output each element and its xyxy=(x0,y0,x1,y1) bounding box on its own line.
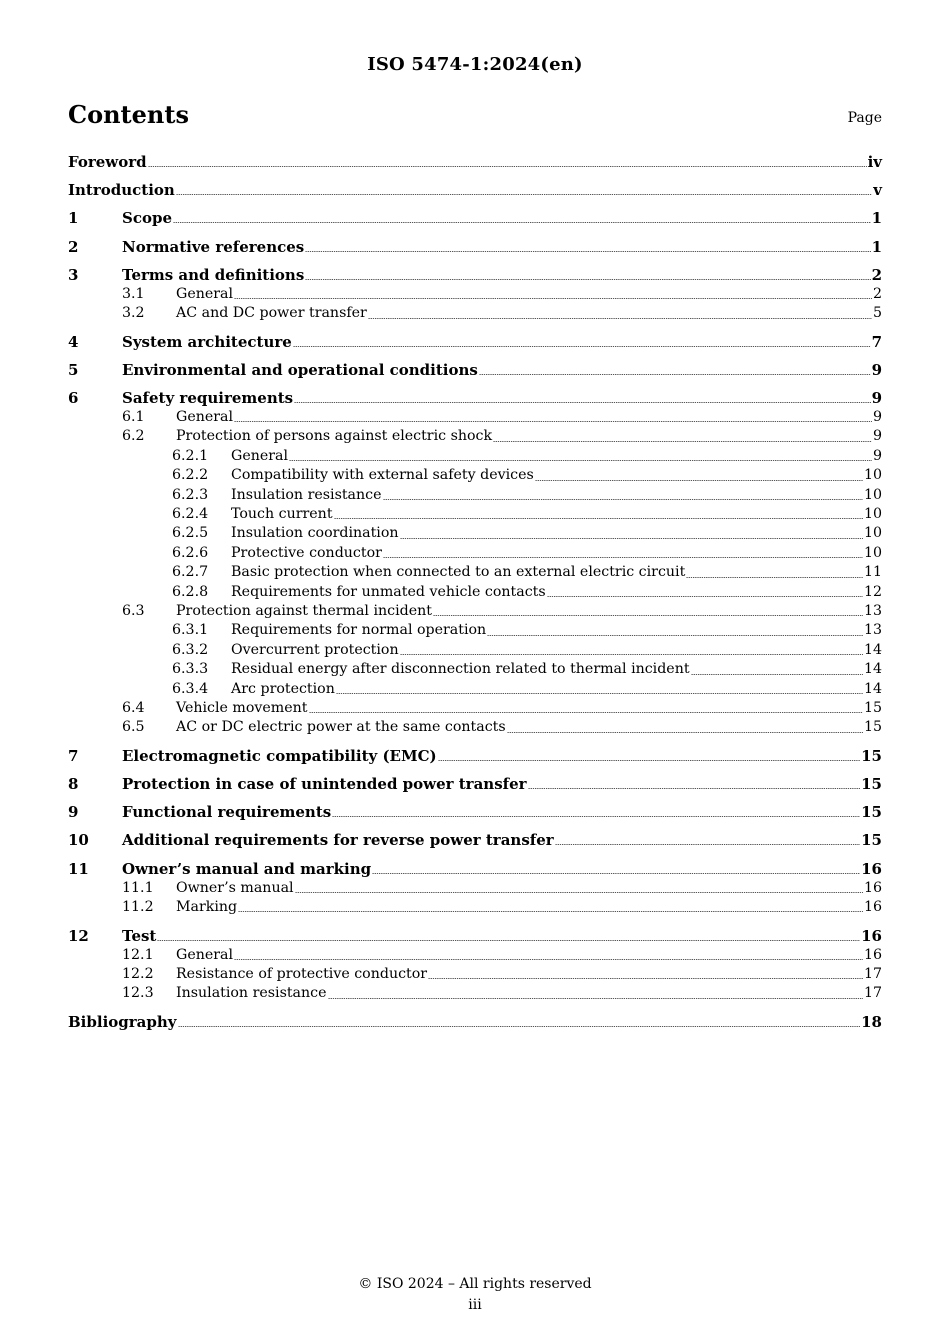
toc-entry-title: Arc protection xyxy=(231,680,335,697)
toc-entry-number: 6.2.1 xyxy=(172,447,209,464)
dot-leader xyxy=(528,787,861,790)
dot-leader xyxy=(289,459,872,462)
toc-entry-page: 5 xyxy=(872,305,882,322)
toc-entry-title: Touch current xyxy=(231,506,333,523)
dot-leader xyxy=(336,692,863,695)
toc-entry-number: 3.2 xyxy=(122,305,145,322)
dot-leader xyxy=(428,977,863,980)
toc-entry[interactable] xyxy=(68,965,882,984)
toc-entry-page: 9 xyxy=(872,447,882,464)
toc-entry-title: Residual energy after disconnection related to thermal incident xyxy=(231,661,690,678)
toc-entry-number: 6.2 xyxy=(122,428,145,445)
toc-entry-title: Normative references xyxy=(122,237,305,256)
page-column-label: Page xyxy=(847,110,882,126)
toc-entry-number: 6.3.4 xyxy=(172,680,209,697)
toc-entry-page: 18 xyxy=(861,1013,882,1031)
toc-entry[interactable] xyxy=(68,524,882,543)
table-of-contents xyxy=(68,153,882,1032)
toc-entry[interactable] xyxy=(68,304,882,323)
toc-entry-number: 5 xyxy=(68,360,79,379)
toc-entry-page: 17 xyxy=(863,966,882,983)
toc-entry-number: 6.2.5 xyxy=(172,525,209,542)
toc-entry-page: 17 xyxy=(863,985,882,1002)
dot-leader xyxy=(305,250,870,253)
toc-entry-number: 7 xyxy=(68,746,79,765)
copyright-notice: © ISO 2024 – All rights reserved xyxy=(358,1276,592,1292)
dot-leader xyxy=(173,221,871,224)
toc-entry-title: Compatibility with external safety devices xyxy=(231,467,534,484)
toc-entry-number: 12.1 xyxy=(122,946,154,963)
dot-leader xyxy=(293,345,871,348)
toc-entry-page: 13 xyxy=(863,603,882,619)
toc-entry-page: 15 xyxy=(861,831,882,850)
dot-leader xyxy=(555,843,860,846)
toc-entry[interactable] xyxy=(68,927,882,946)
toc-entry-title: Functional requirements xyxy=(122,803,332,822)
toc-entry-title: Insulation resistance xyxy=(231,486,382,503)
toc-entry-page: 15 xyxy=(863,699,882,716)
toc-entry[interactable] xyxy=(68,1013,882,1032)
toc-entry-title: Protection in case of unintended power transfer xyxy=(122,775,527,794)
toc-entry-page: 16 xyxy=(863,879,882,896)
toc-entry[interactable] xyxy=(68,641,882,660)
toc-entry-number: 3.1 xyxy=(122,285,145,302)
document-id: ISO 5474-1:2024(en) xyxy=(367,54,583,75)
toc-entry-page: 9 xyxy=(872,428,882,445)
toc-entry-number: 6 xyxy=(68,389,79,408)
dot-leader xyxy=(295,891,863,894)
toc-entry-title: General xyxy=(231,447,289,464)
toc-entry-page: 1 xyxy=(871,237,882,256)
toc-entry-page: v xyxy=(873,181,882,200)
toc-entry[interactable] xyxy=(68,408,882,427)
dot-leader xyxy=(383,556,863,559)
toc-entry-number: 12 xyxy=(68,926,89,945)
toc-entry-page: 10 xyxy=(863,544,882,561)
toc-entry-number: 2 xyxy=(68,237,79,256)
toc-entry-page: 1 xyxy=(871,209,882,228)
dot-leader xyxy=(178,1025,861,1028)
toc-entry-page: iv xyxy=(867,153,882,171)
toc-entry-title: AC and DC power transfer xyxy=(176,305,367,322)
toc-entry-title: Environmental and operational conditions xyxy=(122,360,478,379)
toc-entry-number: 6.3.2 xyxy=(172,641,209,658)
toc-entry-page: 11 xyxy=(863,564,882,581)
toc-entry-page: 14 xyxy=(863,641,882,658)
toc-entry-number: 6.5 xyxy=(122,719,145,736)
toc-entry-page: 12 xyxy=(863,583,882,600)
toc-entry-title: Insulation resistance xyxy=(176,985,327,1002)
toc-entry-number: 6.2.6 xyxy=(172,544,209,561)
toc-entry-page: 2 xyxy=(871,265,882,284)
toc-entry-number: 6.2.2 xyxy=(172,467,209,484)
toc-entry[interactable] xyxy=(68,466,882,485)
toc-entry-page: 16 xyxy=(861,926,882,945)
toc-entry-number: 6.2.7 xyxy=(172,564,209,581)
toc-entry[interactable] xyxy=(68,563,882,582)
toc-entry-page: 9 xyxy=(872,409,882,426)
toc-entry-page: 7 xyxy=(871,332,882,351)
toc-entry[interactable] xyxy=(68,860,882,879)
toc-entry-title: General xyxy=(176,946,234,963)
toc-entry[interactable] xyxy=(68,153,882,172)
toc-entry-title: Protection against thermal incident xyxy=(176,603,432,619)
toc-entry-page: 15 xyxy=(863,719,882,736)
toc-entry-number: 4 xyxy=(68,332,79,351)
toc-entry-page: 16 xyxy=(863,946,882,963)
dot-leader xyxy=(487,634,863,637)
dot-leader xyxy=(328,997,863,1000)
toc-entry-title: Vehicle movement xyxy=(176,699,308,716)
page-number: iii xyxy=(468,1297,482,1313)
toc-entry[interactable] xyxy=(68,660,882,679)
toc-entry-page: 9 xyxy=(871,360,882,379)
toc-entry-number: 6.3 xyxy=(122,603,145,619)
toc-entry[interactable] xyxy=(68,209,882,228)
toc-entry-page: 10 xyxy=(863,525,882,542)
toc-entry[interactable] xyxy=(68,680,882,699)
dot-leader xyxy=(157,939,860,942)
toc-entry-title: Additional requirements for reverse power transfer xyxy=(122,831,554,850)
dot-leader xyxy=(309,711,863,714)
toc-entry-title: Safety requirements xyxy=(122,389,294,408)
dot-leader xyxy=(368,317,872,320)
toc-entry-title: Protective conductor xyxy=(231,544,382,561)
toc-entry[interactable] xyxy=(68,266,882,285)
dot-leader xyxy=(433,614,863,617)
dot-leader xyxy=(332,815,860,818)
toc-entry-title: General xyxy=(176,285,234,302)
toc-entry-title: Owner’s manual and marking xyxy=(122,859,372,878)
toc-entry[interactable] xyxy=(68,718,882,737)
toc-entry-page: 14 xyxy=(863,661,882,678)
toc-entry[interactable] xyxy=(68,803,882,822)
dot-leader xyxy=(507,731,863,734)
dot-leader xyxy=(400,653,863,656)
toc-entry[interactable] xyxy=(68,699,882,718)
toc-entry-number: 11.2 xyxy=(122,899,154,916)
toc-entry[interactable] xyxy=(68,984,882,1003)
toc-entry-title: Bibliography xyxy=(68,1013,177,1031)
toc-entry-number: 6.3.3 xyxy=(172,661,209,678)
dot-leader xyxy=(686,576,863,579)
toc-entry-page: 15 xyxy=(861,746,882,765)
toc-entry[interactable] xyxy=(68,602,882,621)
toc-entry[interactable] xyxy=(68,621,882,640)
toc-entry-page: 16 xyxy=(861,859,882,878)
toc-entry-title: Terms and definitions xyxy=(122,265,305,284)
toc-entry[interactable] xyxy=(68,583,882,602)
dot-leader xyxy=(305,278,870,281)
dot-leader xyxy=(400,537,863,540)
dot-leader xyxy=(372,872,860,875)
toc-entry-number: 11 xyxy=(68,859,89,878)
dot-leader xyxy=(234,420,872,423)
toc-entry-title: Protection of persons against electric shock xyxy=(176,428,493,445)
toc-entry-title: Owner’s manual xyxy=(176,879,294,896)
toc-entry[interactable] xyxy=(68,775,882,794)
toc-entry-number: 6.1 xyxy=(122,409,145,426)
contents-heading: Contents xyxy=(68,100,189,129)
dot-leader xyxy=(176,193,872,196)
dot-leader xyxy=(535,479,863,482)
dot-leader xyxy=(438,759,861,762)
toc-entry-page: 13 xyxy=(863,622,882,639)
toc-entry-title: Scope xyxy=(122,209,173,228)
toc-entry-title: Insulation coordination xyxy=(231,525,399,542)
toc-entry-number: 6.2.3 xyxy=(172,486,209,503)
toc-entry[interactable] xyxy=(68,879,882,898)
toc-entry-title: Requirements for unmated vehicle contacts xyxy=(231,583,546,600)
toc-entry-page: 2 xyxy=(872,285,882,302)
toc-entry-number: 1 xyxy=(68,209,79,228)
toc-entry[interactable] xyxy=(68,285,882,304)
toc-entry[interactable] xyxy=(68,831,882,850)
toc-entry[interactable] xyxy=(68,333,882,352)
toc-entry-number: 3 xyxy=(68,265,79,284)
toc-entry[interactable] xyxy=(68,486,882,505)
toc-entry-title: Introduction xyxy=(68,181,175,200)
toc-entry-title: Marking xyxy=(176,899,238,916)
toc-entry[interactable] xyxy=(68,238,882,257)
toc-entry-page: 10 xyxy=(863,467,882,484)
toc-entry-number: 9 xyxy=(68,803,79,822)
toc-entry[interactable] xyxy=(68,505,882,524)
toc-entry[interactable] xyxy=(68,747,882,766)
toc-entry-page: 10 xyxy=(863,506,882,523)
toc-entry-page: 15 xyxy=(861,775,882,794)
toc-entry[interactable] xyxy=(68,898,882,917)
toc-entry-number: 12.2 xyxy=(122,966,154,983)
toc-entry[interactable] xyxy=(68,427,882,446)
toc-entry-number: 10 xyxy=(68,831,89,850)
toc-entry-title: Test xyxy=(122,926,157,945)
dot-leader xyxy=(234,297,872,300)
dot-leader xyxy=(493,440,872,443)
toc-entry-number: 12.3 xyxy=(122,985,154,1002)
dot-leader xyxy=(691,673,863,676)
toc-entry-title: Basic protection when connected to an external electric circuit xyxy=(231,564,686,581)
dot-leader xyxy=(148,165,867,168)
toc-entry-page: 15 xyxy=(861,803,882,822)
toc-entry-number: 6.2.8 xyxy=(172,583,209,600)
toc-entry-title: Requirements for normal operation xyxy=(231,622,487,639)
toc-entry-page: 9 xyxy=(871,389,882,408)
toc-entry-page: 14 xyxy=(863,680,882,697)
toc-entry[interactable] xyxy=(68,361,882,380)
dot-leader xyxy=(234,958,863,961)
dot-leader xyxy=(238,910,863,913)
dot-leader xyxy=(334,517,863,520)
toc-entry-page: 16 xyxy=(863,899,882,916)
toc-entry[interactable] xyxy=(68,544,882,563)
toc-entry-number: 8 xyxy=(68,775,79,794)
toc-entry-title: Overcurrent protection xyxy=(231,641,399,658)
toc-entry-title: AC or DC electric power at the same contacts xyxy=(176,719,506,736)
dot-leader xyxy=(294,401,870,404)
toc-entry-number: 11.1 xyxy=(122,879,154,896)
toc-entry[interactable] xyxy=(68,181,882,200)
toc-entry-title: Electromagnetic compatibility (EMC) xyxy=(122,746,437,765)
toc-entry-number: 6.3.1 xyxy=(172,622,209,639)
toc-entry-page: 10 xyxy=(863,486,882,503)
toc-entry[interactable] xyxy=(68,946,882,965)
dot-leader xyxy=(547,595,863,598)
toc-entry-title: General xyxy=(176,409,234,426)
dot-leader xyxy=(479,373,871,376)
toc-entry-number: 6.2.4 xyxy=(172,506,209,523)
toc-entry-title: Foreword xyxy=(68,153,147,171)
toc-entry-number: 6.4 xyxy=(122,699,145,716)
toc-entry-title: Resistance of protective conductor xyxy=(176,966,428,983)
toc-entry[interactable] xyxy=(68,447,882,466)
toc-entry-title: System architecture xyxy=(122,332,292,351)
dot-leader xyxy=(383,498,863,501)
toc-entry[interactable] xyxy=(68,389,882,408)
